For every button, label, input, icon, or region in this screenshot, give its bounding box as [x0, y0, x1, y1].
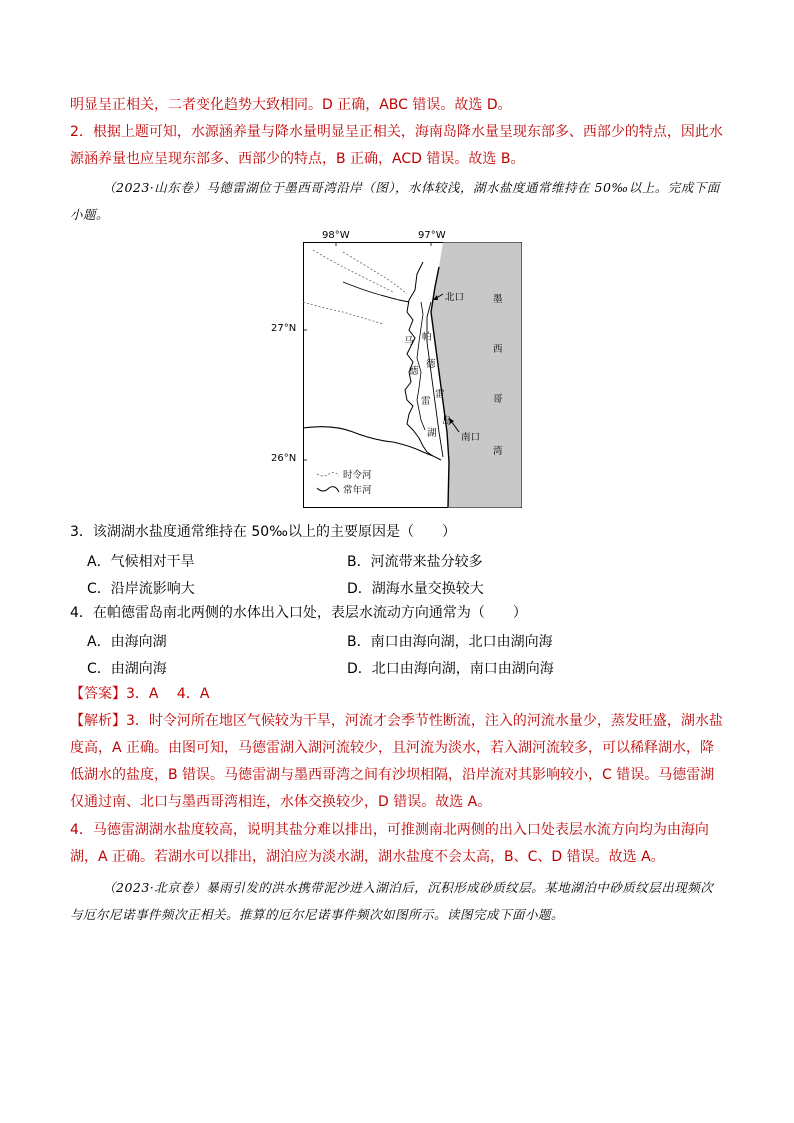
analysis-tag: 【解析】 [70, 713, 126, 729]
answer-text: 3．A 4．A [126, 686, 210, 702]
paragraph-q2-analysis: 2．根据上题可知，水源涵养量与降水量明显呈正相关，海南岛降水量呈现东部多、西部少的特点，因此水源涵养量也应呈现东部多、西部少的特点，B 正确，ACD 错误。故选 B。 [70, 124, 723, 167]
paragraph-continuation: 明显呈正相关，二者变化趋势大致相同。D 正确，ABC 错误。故选 D。 [70, 97, 512, 113]
q4-option-c[interactable]: C．由湖向海 [87, 661, 167, 677]
q4-option-b[interactable]: B．南口由海向湖，北口由湖向海 [347, 634, 553, 650]
legend-perennial-label: 常年河 [343, 485, 372, 496]
longitude-98w: 98°W [322, 230, 350, 241]
gulf-char-2: 西 [493, 344, 503, 355]
analysis-q3-text: 3．时令河所在地区气候较为干旱，河流才会季节性断流，注入的河流水量少，蒸发旺盛，湖水盐度高，A 正确。由图可知，马德雷湖入湖河流较少，且河流为淡水，若入湖河流较多，可以稀释湖水，降低湖水的盐度，B 错误。马德雷湖与墨西哥湾之间有沙坝相隔，沿岸流对其影响较小，C 错误。马德雷湖仅通过南、北口与墨西哥湾相连，水体交换较少，D 错误。故选 A。 [70, 713, 723, 810]
lake-char-3: 雷 [421, 396, 431, 407]
lake-char-4: 湖 [427, 428, 437, 439]
question-4-stem: 4．在帕德雷岛南北两侧的水体出入口处，表层水流动方向通常为（ ） [70, 605, 527, 621]
analysis-q4: 4．马德雷湖湖水盐度较高，说明其盐分难以排出，可推测南北两侧的出入口处表层水流方向均为由海向湖，A 正确。若湖水可以排出，湖泊应为淡水湖，湖水盐度不会太高，B、C、D 错误。故选 A。 [70, 822, 709, 865]
q3-option-b[interactable]: B．河流带来盐分较多 [347, 554, 483, 570]
lake-char-2: 德 [409, 366, 419, 377]
q3-option-a[interactable]: A．气候相对干旱 [87, 554, 195, 570]
island-char-4: 岛 [442, 416, 452, 427]
q3-option-c[interactable]: C．沿岸流影响大 [87, 581, 195, 597]
longitude-97w: 97°W [418, 230, 446, 241]
q4-option-a[interactable]: A．由海向湖 [87, 634, 167, 650]
latitude-27n: 27°N [271, 323, 297, 334]
gulf-char-3: 哥 [493, 394, 503, 405]
q3-option-d[interactable]: D．湖海水量交换较大 [347, 581, 484, 597]
south-mouth-label: 南口 [461, 432, 481, 443]
question-intro-beijing: （2023·北京卷）暴雨引发的洪水携带泥沙进入湖泊后，沉积形成砂质纹层。某地湖泊中砂质纹层出现频次与厄尔尼诺事件频次正相关。推算的厄尔尼诺事件频次如图所示。读图完成下面小题。 [70, 880, 714, 922]
question-3-stem: 3．该湖湖水盐度通常维持在 50‰以上的主要原因是（ ） [70, 524, 456, 540]
island-char-2: 德 [426, 359, 436, 370]
latitude-26n: 26°N [271, 453, 297, 464]
question-intro-shandong: （2023·山东卷）马德雷湖位于墨西哥湾沿岸（图），水体较浅，湖水盐度通常维持在 50‰以上。完成下面小题。 [70, 180, 720, 222]
lake-char-1: 马 [404, 336, 414, 347]
gulf-char-1: 墨 [493, 294, 503, 305]
gulf-char-4: 湾 [493, 446, 503, 457]
island-char-1: 帕 [422, 332, 432, 343]
north-mouth-label: 北口 [445, 292, 465, 303]
analysis-q3 [70, 708, 725, 816]
answer-line [70, 681, 209, 708]
madre-lagoon-map [303, 242, 522, 508]
island-char-3: 雷 [435, 389, 445, 400]
answer-tag: 【答案】 [70, 686, 126, 702]
q4-option-d[interactable]: D．北口由海向湖，南口由湖向海 [347, 661, 554, 677]
legend-seasonal-label: 时令河 [343, 470, 372, 481]
